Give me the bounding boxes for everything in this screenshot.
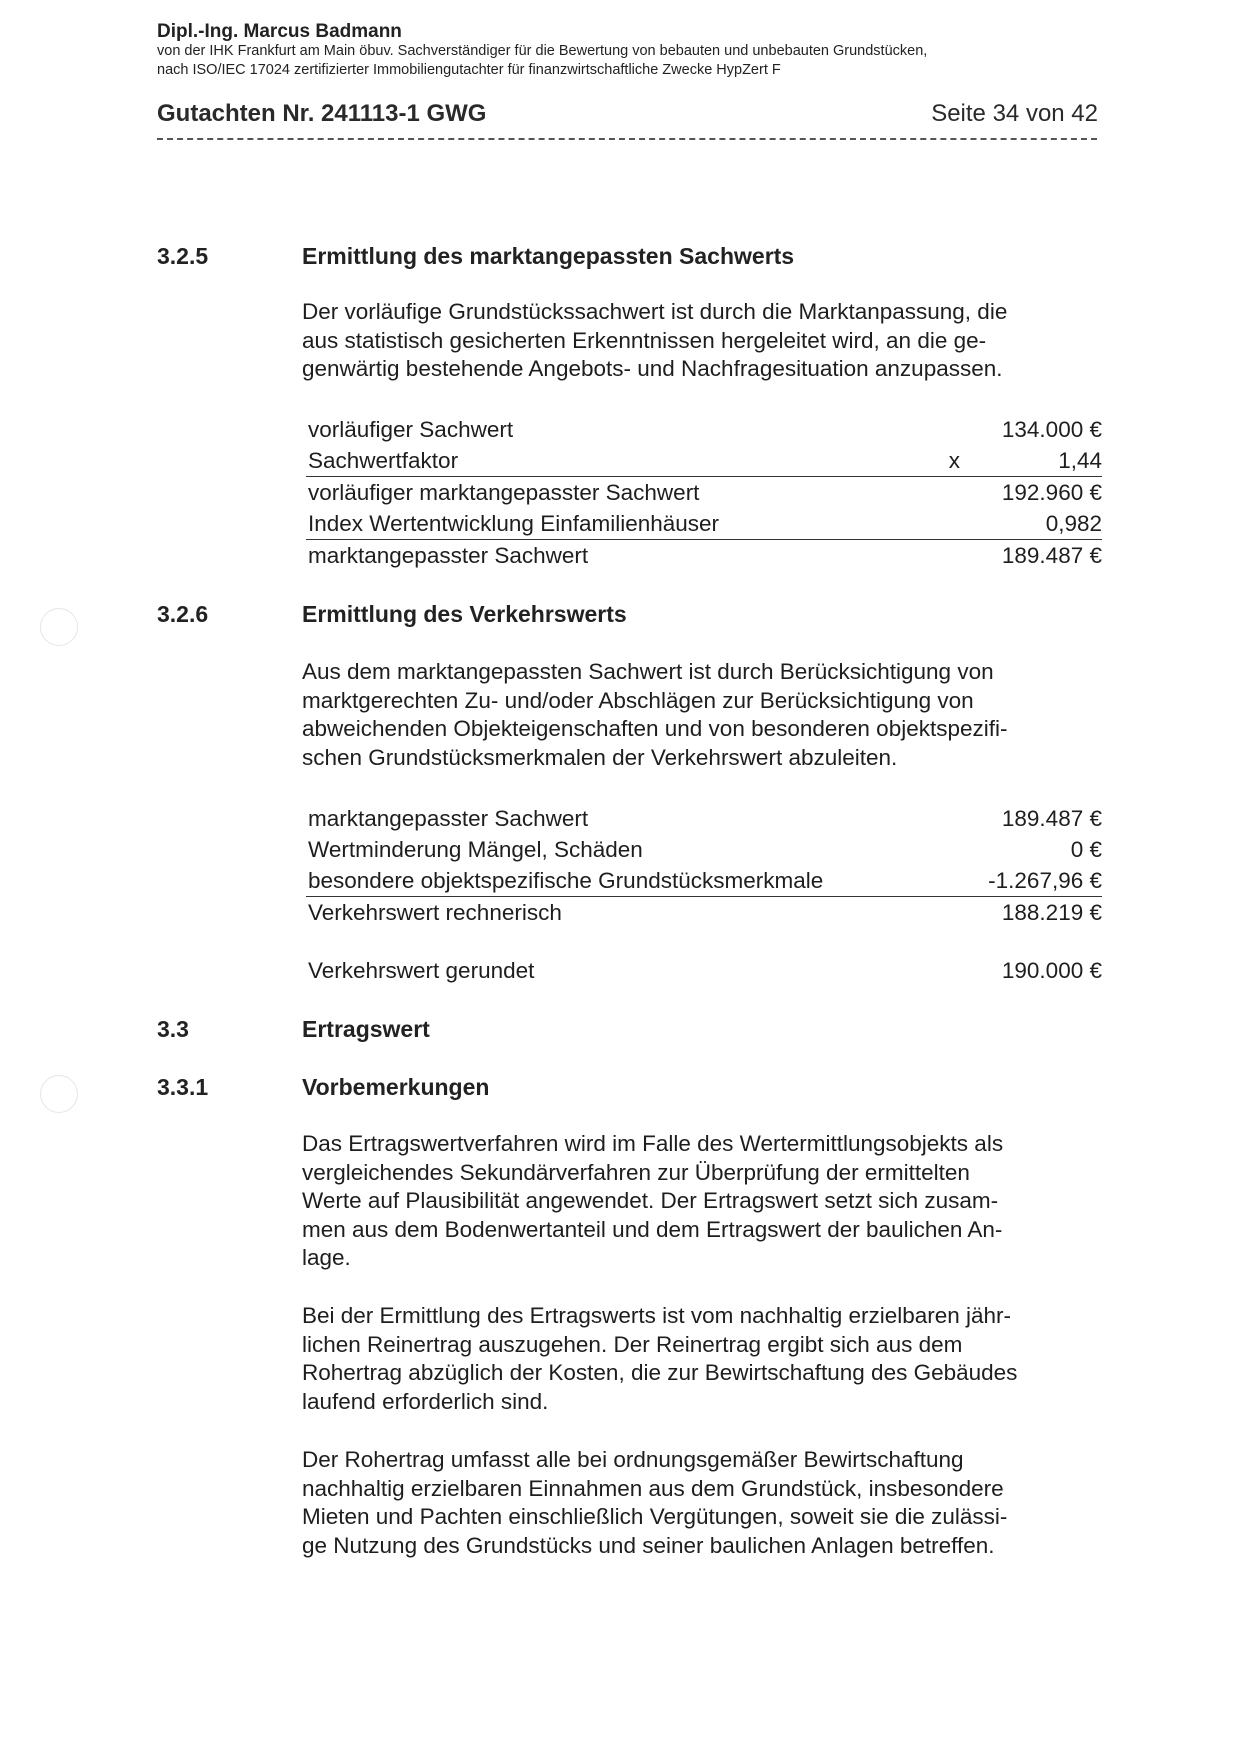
calc-row xyxy=(306,897,1102,928)
calc-label: Verkehrswert gerundet xyxy=(308,958,535,983)
punch-hole-mark xyxy=(40,1075,78,1113)
paragraph-line: aus statistisch gesicherten Erkenntnissen hergeleitet wird, an die ge- xyxy=(302,327,987,353)
calc-row xyxy=(306,803,1102,834)
calc-value: 190.000 € xyxy=(1001,958,1102,983)
section-number: 3.2.6 xyxy=(157,601,209,627)
report-number: Gutachten Nr. 241113-1 GWG xyxy=(157,100,487,127)
calc-label: besondere objektspezifische Grundstücksmerkmale xyxy=(308,868,824,893)
paragraph-line: marktgerechten Zu- und/oder Abschlägen zur Berücksichtigung von xyxy=(302,687,974,713)
calc-row xyxy=(306,955,1102,986)
calc-value: -1.267,96 € xyxy=(988,868,1102,893)
paragraph-line: nachhaltig erzielbaren Einnahmen aus dem Grundstück, insbesondere xyxy=(302,1475,1004,1501)
calc-value: 189.487 € xyxy=(1001,543,1102,568)
paragraph-line: Werte auf Plausibilität angewendet. Der Ertragswert setzt sich zusam- xyxy=(302,1188,999,1213)
author-name: Dipl.-Ing. Marcus Badmann xyxy=(157,21,402,42)
calc-row xyxy=(306,540,1102,571)
calc-value: 192.960 € xyxy=(1001,480,1102,505)
section-paragraph xyxy=(302,1130,1102,1273)
calc-label: marktangepasster Sachwert xyxy=(308,806,589,831)
calc-value: 189.487 € xyxy=(1001,806,1102,831)
section-paragraph xyxy=(302,658,1102,772)
paragraph-line: Rohertrag abzüglich der Kosten, die zur Bewirtschaftung des Gebäudes xyxy=(302,1360,1018,1385)
calc-row xyxy=(306,477,1102,508)
paragraph-line: Bei der Ermittlung des Ertragswerts ist vom nachhaltig erzielbaren jähr- xyxy=(302,1303,1012,1328)
section-title: Ermittlung des marktangepassten Sachwerts xyxy=(302,243,795,269)
author-qualification-1: von der IHK Frankfurt am Main öbuv. Sachverständiger für die Bewertung von bebauten und unbebauten Grundstücken, xyxy=(157,43,928,59)
market-value-calculation xyxy=(306,414,1102,571)
calc-label: Wertminderung Mängel, Schäden xyxy=(308,837,643,862)
section-paragraph xyxy=(302,1446,1102,1560)
section-title: Ertragswert xyxy=(302,1016,430,1042)
paragraph-line: Der vorläufige Grundstückssachwert ist durch die Marktanpassung, die xyxy=(302,299,1008,324)
calc-value: 134.000 € xyxy=(1001,417,1102,442)
section-number: 3.2.5 xyxy=(157,243,209,269)
section-number: 3.3.1 xyxy=(157,1074,209,1100)
paragraph-line: genwärtig bestehende Angebots- und Nachfragesituation anzupassen. xyxy=(302,356,1003,381)
paragraph-line: ge Nutzung des Grundstücks und seiner baulichen Anlagen betreffen. xyxy=(302,1532,995,1558)
calc-row xyxy=(306,834,1102,865)
paragraph-line: schen Grundstücksmerkmalen der Verkehrswert abzuleiten. xyxy=(302,744,898,770)
paragraph-line: laufend erforderlich sind. xyxy=(302,1388,549,1414)
author-qualification-2: nach ISO/IEC 17024 zertifizierter Immobiliengutachter für finanzwirtschaftliche Zwecke HypZert F xyxy=(157,62,781,78)
paragraph-line: Der Rohertrag umfasst alle bei ordnungsgemäßer Bewirtschaftung xyxy=(302,1447,964,1472)
paragraph-line: lage. xyxy=(302,1245,351,1270)
calc-row xyxy=(306,865,1102,897)
calc-label: Index Wertentwicklung Einfamilienhäuser xyxy=(308,511,720,536)
calc-label: Verkehrswert rechnerisch xyxy=(308,900,562,925)
rounded-market-value xyxy=(306,955,1102,986)
calc-row xyxy=(306,414,1102,445)
paragraph-line: abweichenden Objekteigenschaften und von besonderen objektspezifi- xyxy=(302,716,1008,741)
paragraph-line: lichen Reinertrag auszugehen. Der Reinertrag ergibt sich aus dem xyxy=(302,1331,963,1357)
header-divider xyxy=(157,138,1097,140)
section-title: Vorbemerkungen xyxy=(302,1074,490,1100)
calc-value: 1,44 xyxy=(1058,448,1102,473)
market-value-derivation xyxy=(306,803,1102,928)
section-paragraph xyxy=(302,298,1102,384)
section-title: Ermittlung des Verkehrswerts xyxy=(302,601,627,627)
calc-label: vorläufiger marktangepasster Sachwert xyxy=(308,480,700,505)
page-indicator: Seite 34 von 42 xyxy=(931,100,1098,127)
section-paragraph xyxy=(302,1302,1102,1416)
calc-row xyxy=(306,508,1102,540)
paragraph-line: men aus dem Bodenwertanteil und dem Ertragswert der baulichen An- xyxy=(302,1216,1003,1242)
calc-value: 0 € xyxy=(1070,837,1102,862)
punch-hole-mark xyxy=(40,608,78,646)
paragraph-line: vergleichendes Sekundärverfahren zur Überprüfung der ermittelten xyxy=(302,1159,970,1185)
calc-row xyxy=(306,445,1102,477)
paragraph-line: Mieten und Pachten einschließlich Vergütungen, soweit sie die zulässi- xyxy=(302,1504,1008,1529)
calc-label: Sachwertfaktor xyxy=(308,448,459,473)
paragraph-line: Das Ertragswertverfahren wird im Falle des Wertermittlungsobjekts als xyxy=(302,1131,1004,1156)
calc-label: marktangepasster Sachwert xyxy=(308,543,589,568)
calc-value: 188.219 € xyxy=(1001,900,1102,925)
calc-value: 0,982 xyxy=(1045,511,1102,536)
calc-operator: x xyxy=(948,448,960,473)
section-number: 3.3 xyxy=(157,1016,189,1042)
paragraph-line: Aus dem marktangepassten Sachwert ist durch Berücksichtigung von xyxy=(302,659,994,684)
calc-label: vorläufiger Sachwert xyxy=(308,417,514,442)
